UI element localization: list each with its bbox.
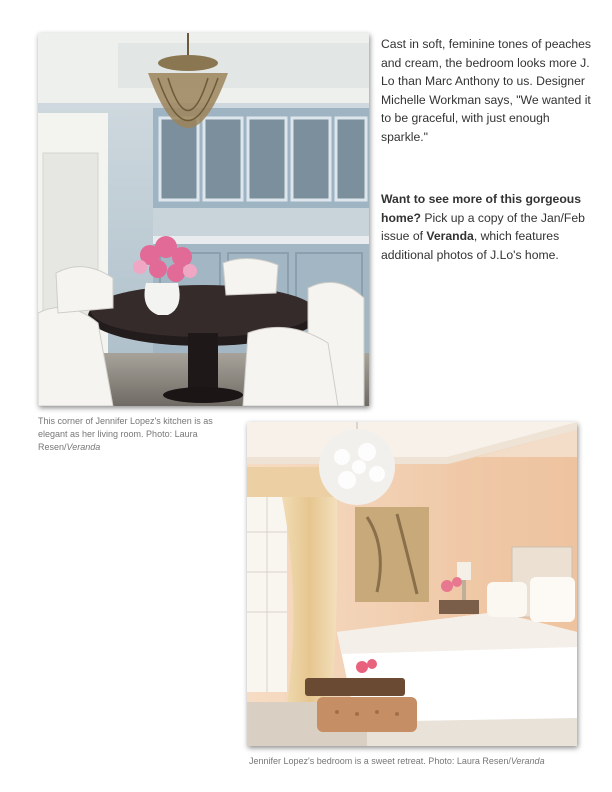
paragraph-text-end: , which features additional photos of J.Lo's home.	[381, 229, 560, 262]
bedroom-illustration	[247, 422, 577, 746]
magazine-name: Veranda	[426, 229, 474, 244]
paragraph-lead-bold: Want to see more of this gorgeous home?	[381, 192, 581, 225]
kitchen-photo-caption	[38, 415, 238, 454]
article-paragraph-1: Cast in soft, feminine tones of peaches and cream, the bedroom looks more J. Lo than Marc Anthony to us. Designer Michelle Workman says, "We wanted it to be graceful, with just enough sparkle."	[381, 37, 592, 144]
caption-text: Jennifer Lopez's bedroom is a sweet retreat. Photo: Laura Resen/	[249, 756, 511, 766]
article-paragraph-2	[381, 190, 591, 264]
kitchen-photo	[38, 33, 369, 406]
caption-source: Veranda	[510, 756, 545, 766]
bedroom-photo-caption	[249, 755, 589, 768]
caption-text: This corner of Jennifer Lopez's kitchen is as elegant as her living room. Photo: Laura Resen/	[38, 416, 213, 452]
caption-source: Veranda	[66, 442, 101, 452]
bedroom-photo	[247, 422, 577, 746]
kitchen-illustration	[38, 33, 369, 406]
paragraph-text: Pick up a copy of the Jan/Feb issue of	[381, 210, 585, 244]
